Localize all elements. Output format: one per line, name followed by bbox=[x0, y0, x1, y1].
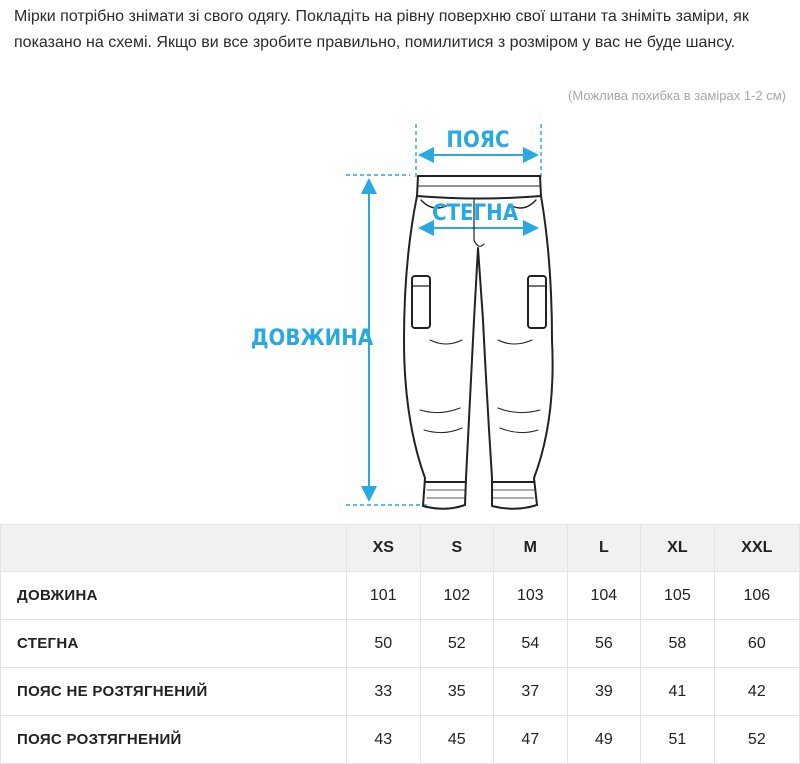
table-row bbox=[1, 572, 800, 620]
row-label-hips: СТЕГНА bbox=[1, 620, 347, 668]
table-cell: 54 bbox=[494, 620, 568, 668]
table-cell: 106 bbox=[714, 572, 799, 620]
table-cell: 41 bbox=[641, 668, 715, 716]
table-cell: 104 bbox=[567, 572, 641, 620]
row-label-waist-relaxed: ПОЯС НЕ РОЗТЯГНЕНИЙ bbox=[1, 668, 347, 716]
table-cell: 101 bbox=[347, 572, 421, 620]
table-cell: 105 bbox=[641, 572, 715, 620]
table-cell: 102 bbox=[420, 572, 494, 620]
size-table bbox=[0, 524, 800, 764]
table-cell: 37 bbox=[494, 668, 568, 716]
table-row bbox=[1, 716, 800, 764]
table-cell: 51 bbox=[641, 716, 715, 764]
table-cell: 43 bbox=[347, 716, 421, 764]
table-cell: 42 bbox=[714, 668, 799, 716]
table-cell: 60 bbox=[714, 620, 799, 668]
table-cell: 47 bbox=[494, 716, 568, 764]
size-header-blank bbox=[1, 525, 347, 572]
table-cell: 52 bbox=[714, 716, 799, 764]
size-header-m: M bbox=[494, 525, 568, 572]
size-header-l: L bbox=[567, 525, 641, 572]
table-cell: 56 bbox=[567, 620, 641, 668]
row-label-waist-stretched: ПОЯС РОЗТЯГНЕНИЙ bbox=[1, 716, 347, 764]
table-cell: 49 bbox=[567, 716, 641, 764]
intro-text: Мірки потрібно знімати зі свого одягу. Покладіть на рівну поверхню свої штани та зніміть заміри, як показано на схемі. Якщо ви все зробите правильно, помилитися з розміром у вас не буде шансу. bbox=[14, 8, 749, 51]
length-label: ДОВЖИНА bbox=[250, 326, 374, 351]
size-header-xxl: XXL bbox=[714, 525, 799, 572]
row-label-length: ДОВЖИНА bbox=[1, 572, 347, 620]
table-cell: 33 bbox=[347, 668, 421, 716]
table-cell: 45 bbox=[420, 716, 494, 764]
size-header-s: S bbox=[420, 525, 494, 572]
hips-label: СТЕГНА bbox=[431, 201, 519, 226]
table-cell: 103 bbox=[494, 572, 568, 620]
table-row bbox=[1, 620, 800, 668]
table-cell: 52 bbox=[420, 620, 494, 668]
table-cell: 58 bbox=[641, 620, 715, 668]
table-cell: 35 bbox=[420, 668, 494, 716]
size-header-xs: XS bbox=[347, 525, 421, 572]
table-cell: 39 bbox=[567, 668, 641, 716]
guide-lines bbox=[346, 124, 541, 505]
table-row bbox=[1, 668, 800, 716]
size-header-xl: XL bbox=[641, 525, 715, 572]
size-table-header-row bbox=[1, 525, 800, 572]
waist-label: ПОЯС bbox=[446, 128, 510, 153]
table-cell: 50 bbox=[347, 620, 421, 668]
measurement-error-note: (Можлива похибка в замірах 1-2 см) bbox=[568, 88, 786, 103]
